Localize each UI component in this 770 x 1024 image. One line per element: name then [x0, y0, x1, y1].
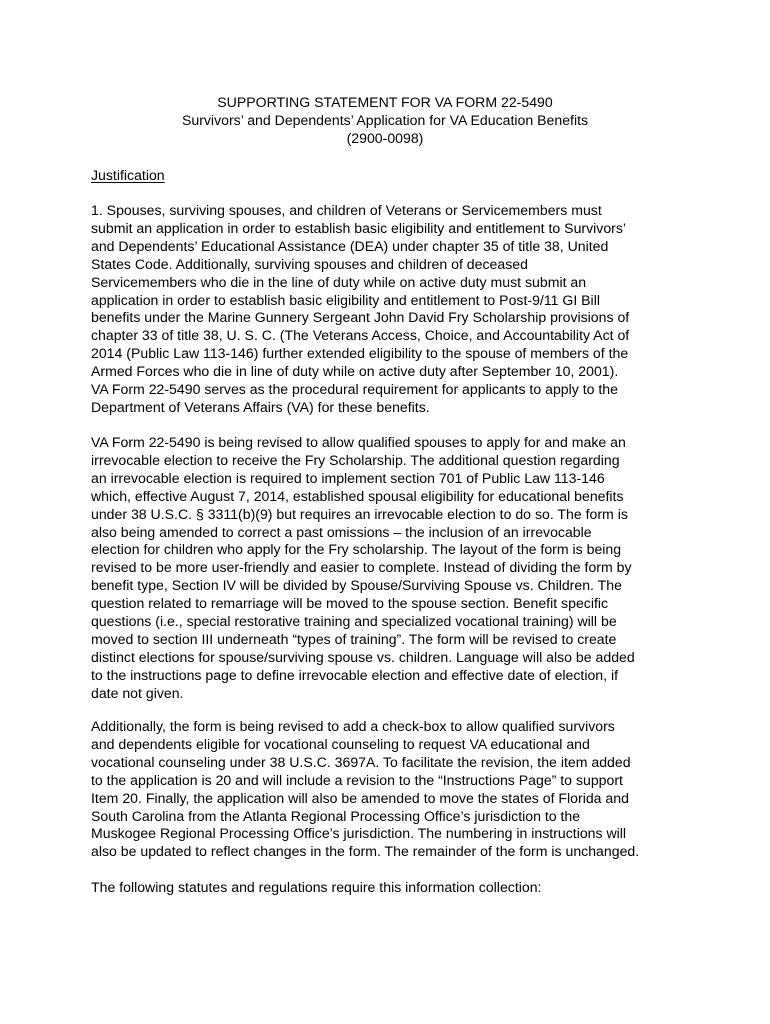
- text-line: question related to remarriage will be moved to the spouse section. Benefit specific: [91, 595, 609, 612]
- text-line: VA Form 22-5490 serves as the procedural requirement for applicants to apply to the: [91, 381, 618, 398]
- text-line: to the instructions page to define irrevocable election and effective date of election, if: [91, 666, 619, 683]
- text-line: under 38 U.S.C. § 3311(b)(9) but requires an irrevocable election to do so. The form is: [91, 505, 628, 522]
- text-line: and Dependents’ Educational Assistance (DEA) under chapter 35 of title 38, United: [91, 237, 609, 254]
- text-line: Item 20. Finally, the application will also be amended to move the states of Florida and: [91, 789, 629, 806]
- text-line: to the application is 20 and will include a revision to the “Instructions Page” to support: [91, 771, 623, 788]
- text-line: irrevocable election to receive the Fry Scholarship. The additional question regarding: [91, 451, 620, 468]
- paragraph-2: [91, 434, 681, 703]
- text-line: States Code. Additionally, surviving spouses and children of deceased: [91, 255, 528, 272]
- text-line: 2014 (Public Law 113-146) further extended eligibility to the spouse of members of the: [91, 345, 629, 362]
- text-line: Servicemembers who die in the line of duty while on active duty must submit an: [91, 273, 587, 290]
- document-subtitle: Survivors’ and Dependents’ Application for VA Education Benefits: [181, 112, 589, 128]
- document-title: SUPPORTING STATEMENT FOR VA FORM 22-5490: [217, 94, 553, 110]
- text-line: an irrevocable election is required to implement section 701 of Public Law 113-146: [91, 469, 605, 486]
- text-line: distinct elections for spouse/surviving spouse vs. children. Language will also be added: [91, 648, 635, 665]
- document-header: [0, 93, 770, 147]
- text-line: benefit type, Section IV will be divided by Spouse/Surviving Spouse vs. Children. The: [91, 577, 622, 594]
- text-line: 1. Spouses, surviving spouses, and children of Veterans or Servicemembers must: [91, 202, 602, 218]
- text-line: chapter 33 of title 38, U. S. C. (The Veterans Access, Choice, and Accountability Act of: [91, 327, 630, 344]
- paragraph-1: [91, 202, 681, 417]
- paragraph-4: [91, 879, 681, 897]
- text-line: which, effective August 7, 2014, established spousal eligibility for educational benefits: [91, 487, 624, 504]
- text-line: revised to be more user-friendly and easier to complete. Instead of dividing the form by: [91, 559, 632, 576]
- text-line: also being amended to correct a past omissions – the inclusion of an irrevocable: [91, 523, 592, 540]
- section-heading: Justification: [91, 167, 165, 183]
- text-line: moved to section III underneath “types of training”. The form will be revised to create: [91, 630, 617, 647]
- text-line: Department of Veterans Affairs (VA) for these benefits.: [91, 398, 430, 415]
- text-line: VA Form 22-5490 is being revised to allow qualified spouses to apply for and make an: [91, 434, 626, 450]
- text-line: Additionally, the form is being revised to add a check-box to allow qualified survivors: [91, 718, 615, 734]
- text-line: questions (i.e., special restorative training and specialized vocational training) will be: [91, 613, 617, 630]
- text-line: The following statutes and regulations require this information collection:: [91, 879, 542, 895]
- omb-control-number: (2900-0098): [346, 130, 424, 146]
- text-line: benefits under the Marine Gunnery Sergeant John David Fry Scholarship provisions of: [91, 309, 630, 326]
- text-line: and dependents eligible for vocational counseling to request VA educational and: [91, 735, 590, 752]
- text-line: also be updated to reflect changes in the form. The remainder of the form is unchanged.: [91, 843, 640, 860]
- text-line: submit an application in order to establish basic eligibility and entitlement to Survivors’: [91, 219, 627, 236]
- paragraph-3: [91, 718, 681, 861]
- text-line: Armed Forces who die in line of duty while on active duty after September 10, 2001).: [91, 363, 619, 380]
- text-line: election for children who apply for the Fry scholarship. The layout of the form is being: [91, 541, 622, 558]
- text-line: Muskogee Regional Processing Office’s jurisdiction. The numbering in instructions will: [91, 825, 627, 842]
- text-line: date not given.: [91, 684, 184, 701]
- text-line: application in order to establish basic eligibility and entitlement to Post-9/11 GI Bill: [91, 291, 600, 308]
- text-line: vocational counseling under 38 U.S.C. 3697A. To facilitate the revision, the item added: [91, 753, 631, 770]
- text-line: South Carolina from the Atlanta Regional Processing Office’s jurisdiction to the: [91, 807, 581, 824]
